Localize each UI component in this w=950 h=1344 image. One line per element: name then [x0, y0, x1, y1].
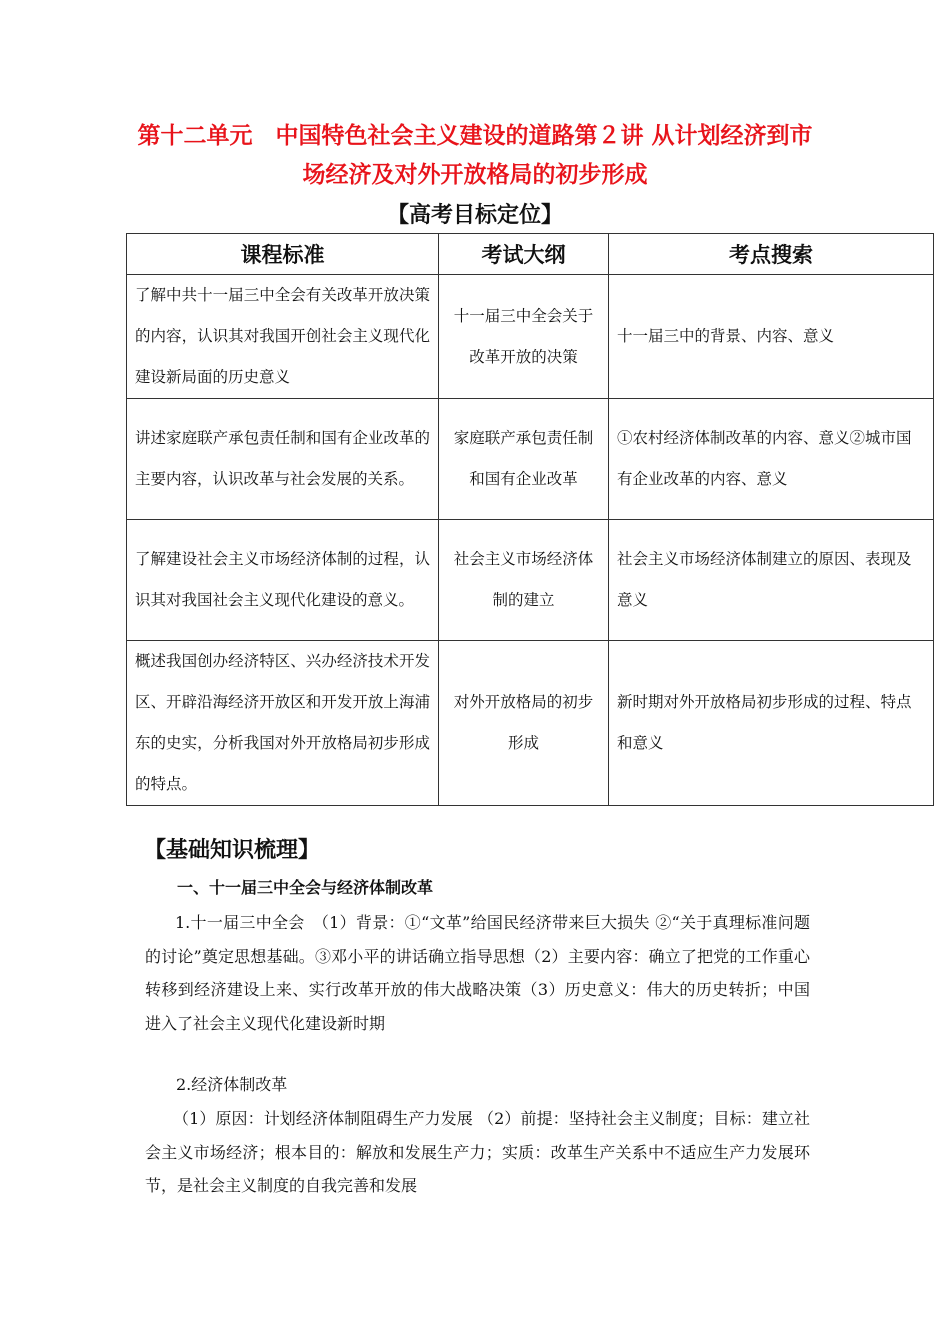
- table-cell-standard: 讲述家庭联产承包责任制和国有企业改革的主要内容，认识改革与社会发展的关系。: [127, 399, 439, 520]
- table-cell-syllabus: 十一届三中全会关于改革开放的决策: [439, 275, 609, 399]
- header-key-points: 考点搜索: [609, 234, 934, 275]
- table-cell-key-points: 十一届三中的背景、内容、意义: [609, 275, 934, 399]
- paragraph-third-plenum: 1.十一届三中全会 （1）背景：①“文革”给国民经济带来巨大损失 ②“关于真理标准问题的讨论”奠定思想基础。③邓小平的讲话确立指导思想（2）主要内容：确立了把党的工作重心转移到经济建设上来、实行改革开放的伟大战略决策（3）历史意义：伟大的历史转折；中国进入了社会主义现代化建设新时期: [145, 913, 810, 1033]
- table-cell-standard: 了解中共十一届三中全会有关改革开放决策的内容，认识其对我国开创社会主义现代化建设新局面的历史意义: [127, 275, 439, 399]
- exam-target-table: [126, 233, 934, 806]
- document-title-line-1: 第十二单元 中国特色社会主义建设的道路第２讲 从计划经济到市: [137, 123, 813, 149]
- header-curriculum-standard: 课程标准: [127, 234, 439, 275]
- paragraph-reform-details: （1）原因：计划经济体制阻碍生产力发展 （2）前提：坚持社会主义制度；目标：建立社会主义市场经济；根本目的：解放和发展生产力；实质：改革生产关系中不适应生产力发展环节，是社会主义制度的自我完善和发展: [145, 1109, 810, 1195]
- table-cell-key-points: 社会主义市场经济体制建立的原因、表现及意义: [609, 520, 934, 641]
- section-subheading: 一、十一届三中全会与经济体制改革: [177, 878, 434, 897]
- table-cell-key-points: ①农村经济体制改革的内容、意义②城市国有企业改革的内容、意义: [609, 399, 934, 520]
- table-cell-syllabus: 对外开放格局的初步形成: [439, 641, 609, 806]
- basic-knowledge-heading: 【基础知识梳理】: [144, 838, 321, 863]
- exam-target-heading: 【高考目标定位】: [386, 203, 563, 228]
- table-cell-syllabus: 家庭联产承包责任制和国有企业改革: [439, 399, 609, 520]
- table-header-row: [127, 234, 934, 275]
- table-cell-standard: 概述我国创办经济特区、兴办经济技术开发区、开辟沿海经济开放区和开发开放上海浦东的史实，分析我国对外开放格局初步形成的特点。: [127, 641, 439, 806]
- table-cell-key-points: 新时期对外开放格局初步形成的过程、特点和意义: [609, 641, 934, 806]
- paragraph-reform-heading: 2.经济体制改革: [176, 1075, 288, 1094]
- table-row: [127, 641, 934, 806]
- table-cell-standard: 了解建设社会主义市场经济体制的过程，认识其对我国社会主义现代化建设的意义。: [127, 520, 439, 641]
- table-cell-syllabus: 社会主义市场经济体制的建立: [439, 520, 609, 641]
- table-row: [127, 520, 934, 641]
- document-title-line-2: 场经济及对外开放格局的初步形成: [302, 162, 648, 188]
- table-row: [127, 399, 934, 520]
- header-exam-syllabus: 考试大纲: [439, 234, 609, 275]
- table-row: [127, 275, 934, 399]
